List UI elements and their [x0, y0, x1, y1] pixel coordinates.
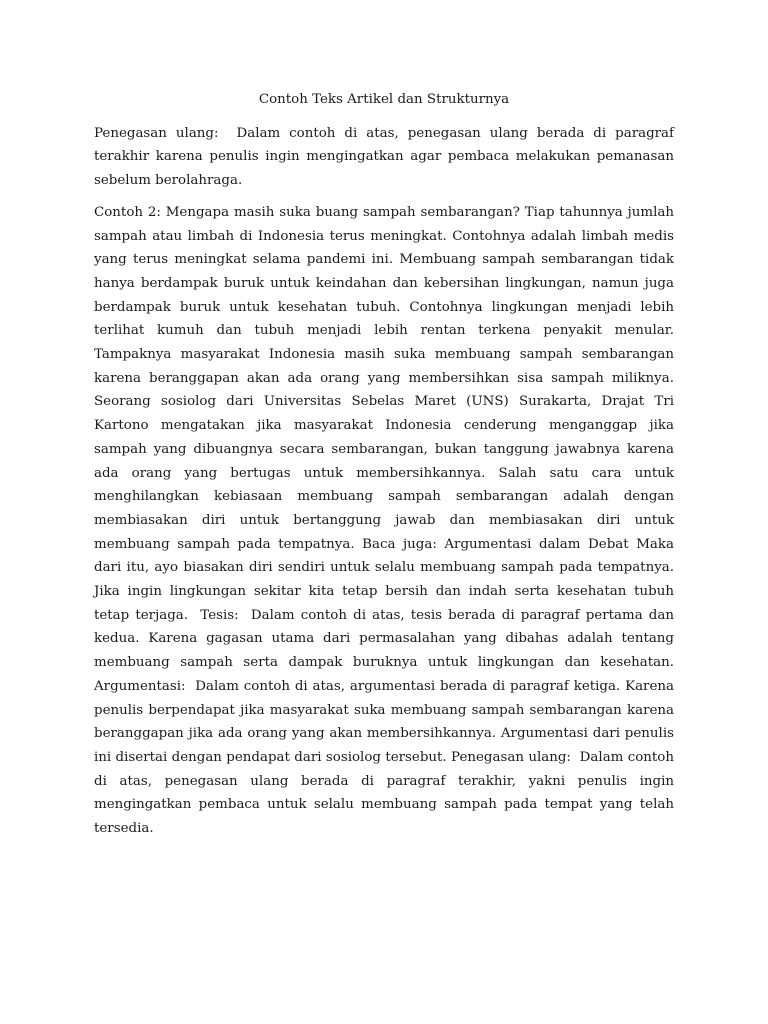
- paragraph-penegasan-ulang: Penegasan ulang: Dalam contoh di atas, penegasan ulang berada di paragraf terakhir karena penulis ingin mengingatkan agar pembaca melakukan pemanasan sebelum berolahraga.: [94, 125, 679, 189]
- document-title: Contoh Teks Artikel dan Strukturnya: [258, 92, 510, 107]
- paragraph-contoh-2: Contoh 2: Mengapa masih suka buang sampah sembarangan? Tiap tahunnya jumlah sampah atau limbah di Indonesia terus meningkat. Contohnya adalah limbah medis yang terus meningkat selama pandemi ini. Membuang sampah sembarangan tidak hanya berdampak buruk untuk keindahan dan kebersihan lingkungan, namun juga berdampak buruk untuk kesehatan tubuh. Contohnya lingkungan menjadi lebih terlihat kumuh dan tubuh menjadi lebih rentan terkena penyakit menular. Tampaknya masyarakat Indonesia masih suka membuang sampah sembarangan karena beranggapan akan ada orang yang membersihkan sisa sampah miliknya. Seorang sosiolog dari Universitas Sebelas Maret (UNS) Surakarta, Drajat Tri Kartono mengatakan jika masyarakat Indonesia cenderung menganggap jika sampah yang dibuangnya secara sembarangan, bukan tanggung jawabnya karena ada orang yang bertugas untuk membersihkannya. Salah satu cara untuk menghilangkan kebiasaan membuang sampah sembarangan adalah dengan membiasakan diri untuk bertanggung jawab dan membiasakan diri untuk membuang sampah pada tempatnya. Baca juga: Argumentasi dalam Debat Maka dari itu, ayo biasakan diri sendiri untuk selalu membuang sampah pada tempatnya. Jika ingin lingkungan sekitar kita tetap bersih dan indah serta kesehatan tubuh tetap terjaga. Tesis: Dalam contoh di atas, tesis berada di paragraf pertama dan kedua. Karena gagasan utama dari permasalahan yang dibahas adalah tentang membuang sampah serta dampak buruknya untuk lingkungan dan kesehatan. Argumentasi: Dalam contoh di atas, argumentasi berada di paragraf ketiga. Karena penulis berpendapat jika masyarakat suka membuang sampah sembarangan karena beranggapan jika ada orang yang akan membersihkannya. Argumentasi dari penulis ini disertai dengan pendapat dari sosiolog tersebut. Penegasan ulang: Dalam contoh di atas, penegasan ulang berada di paragraf terakhir, yakni penulis ingin mengingatkan pembaca untuk selalu membuang sampah pada tempat yang telah tersedia.: [94, 204, 679, 837]
